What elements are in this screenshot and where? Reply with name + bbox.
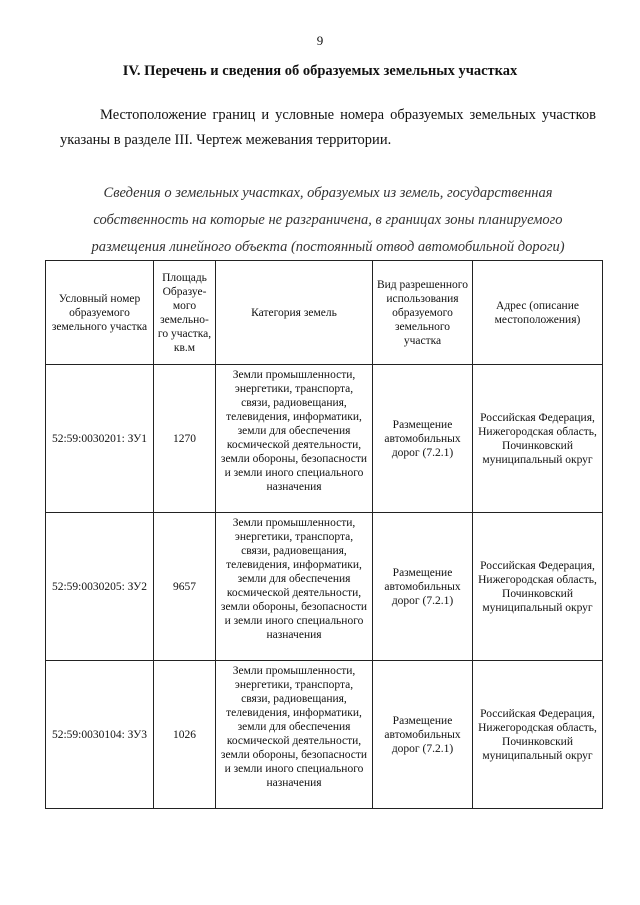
cell-use: Размещение автомобильных дорог (7.2.1) <box>373 365 473 513</box>
cell-use: Размещение автомобильных дорог (7.2.1) <box>373 513 473 661</box>
header-area: Площадь Образуе-мого земельно-го участка, кв.м <box>154 261 216 365</box>
cell-category: Земли промышленности, энергетики, транспорта, связи, радиовещания, телевидения, информатики, земли для обеспечения космической деятельности, земли обороны, безопасности и земли иного специального назначения <box>216 513 373 661</box>
cell-category: Земли промышленности, энергетики, транспорта, связи, радиовещания, телевидения, информатики, земли для обеспечения космической деятельности, земли обороны, безопасности и земли иного специального назначения <box>216 365 373 513</box>
cell-address: Российская Федерация, Нижегородская область, Починковский муниципальный округ <box>473 365 603 513</box>
cell-category: Земли промышленности, энергетики, транспорта, связи, радиовещания, телевидения, информатики, земли для обеспечения космической деятельности, земли обороны, безопасности и земли иного специального назначения <box>216 661 373 809</box>
intro-paragraph: Местоположение границ и условные номера образуемых земельных участков указаны в разделе III. Чертеж межевания территории. <box>60 107 596 148</box>
header-category: Категория земель <box>216 261 373 365</box>
section-heading: IV. Перечень и сведения об образуемых земельных участках <box>122 63 518 79</box>
cell-area: 1270 <box>154 365 216 513</box>
header-use: Вид разрешенного использования образуемого земельного участка <box>373 261 473 365</box>
table-row <box>46 661 603 809</box>
table-row <box>46 513 603 661</box>
cell-number: 52:59:0030201: ЗУ1 <box>46 365 154 513</box>
cell-area: 1026 <box>154 661 216 809</box>
cell-number: 52:59:0030104: ЗУ3 <box>46 661 154 809</box>
cell-area: 9657 <box>154 513 216 661</box>
land-plots-table <box>45 260 603 809</box>
table-caption: Сведения о земельных участках, образуемых из земель, государственная собственность на которые не разграничена, в границах зоны планируемого размещения линейного объекта (постоянный отвод автомобильной дороги) <box>91 185 565 255</box>
table-row <box>46 365 603 513</box>
header-number: Условный номер образуемого земельного участка <box>46 261 154 365</box>
cell-address: Российская Федерация, Нижегородская область, Починковский муниципальный округ <box>473 513 603 661</box>
page-number: 9 <box>316 33 324 48</box>
header-address: Адрес (описание местоположения) <box>473 261 603 365</box>
table-header-row <box>46 261 603 365</box>
cell-address: Российская Федерация, Нижегородская область, Починковский муниципальный округ <box>473 661 603 809</box>
cell-use: Размещение автомобильных дорог (7.2.1) <box>373 661 473 809</box>
cell-number: 52:59:0030205: ЗУ2 <box>46 513 154 661</box>
